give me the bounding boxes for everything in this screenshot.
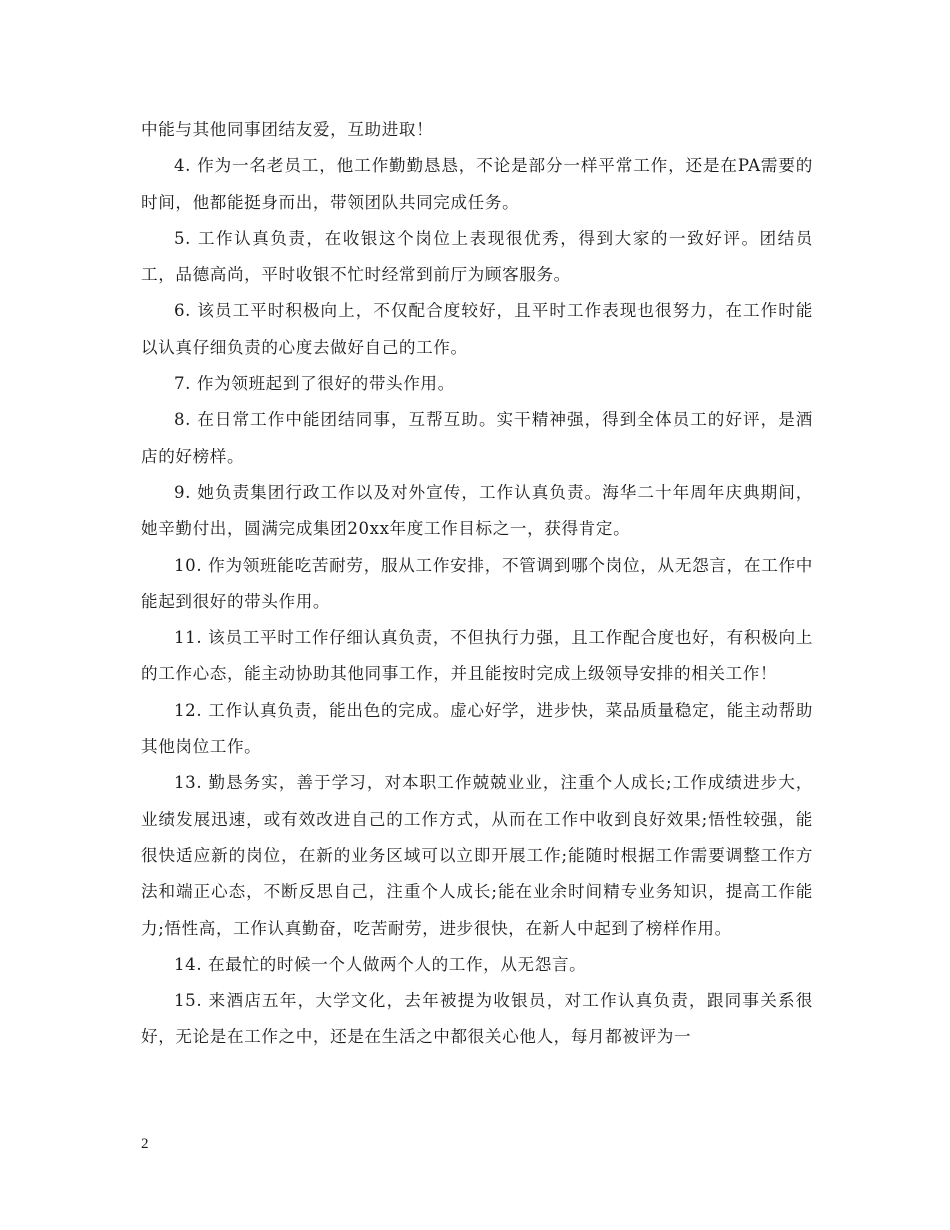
paragraph-item-10: 10. 作为领班能吃苦耐劳，服从工作安排，不管调到哪个岗位，从无怨言，在工作中能起到很好的带头作用。	[141, 555, 813, 611]
paragraph-item-8: 8. 在日常工作中能团结同事，互帮互助。实干精神强，得到全体员工的好评，是酒店的好榜样。	[141, 410, 813, 466]
paragraph-continuation: 中能与其他同事团结友爱，互助进取！	[141, 120, 434, 139]
paragraph-item-4: 4. 作为一名老员工，他工作勤勤恳恳，不论是部分一样平常工作，还是在PA需要的时间，他都能挺身而出，带领团队共同完成任务。	[141, 156, 813, 212]
paragraph-item-12: 12. 工作认真负责，能出色的完成。虚心好学，进步快，菜品质量稳定，能主动帮助其他岗位工作。	[141, 700, 813, 757]
page-number: 2	[141, 1136, 149, 1152]
paragraph-item-6: 6. 该员工平时积极向上，不仅配合度较好，且平时工作表现也很努力，在工作时能以认真仔细负责的心度去做好自己的工作。	[141, 301, 813, 357]
paragraph-item-7: 7. 作为领班起到了很好的带头作用。	[174, 374, 455, 394]
document-body	[141, 112, 813, 1056]
paragraph-item-11: 11. 该员工平时工作仔细认真负责，不但执行力强，且工作配合度也好，有积极向上的工作心态，能主动协助其他同事工作，并且能按时完成上级领导安排的相关工作！	[141, 628, 813, 684]
paragraph-item-15: 15. 来酒店五年，大学文化，去年被提为收银员，对工作认真负责，跟同事关系很好，无论是在工作之中，还是在生活之中都很关心他人，每月都被评为一	[141, 991, 813, 1047]
paragraph-item-13: 13. 勤恳务实，善于学习，对本职工作兢兢业业，注重个人成长;工作成绩进步大，业绩发展迅速，或有效改进自己的工作方式，从而在工作中收到良好效果;悟性较强，能很快适应新的岗位，在新的业务区域可以立即开展工作;能随时根据工作需要调整工作方法和端正心态，不断反思自己，注重个人成长;能在业余时间精专业务知识，提高工作能力;悟性高，工作认真勤奋，吃苦耐劳，进步很快，在新人中起到了榜样作用。	[141, 773, 813, 938]
paragraph-item-9: 9. 她负责集团行政工作以及对外宣传，工作认真负责。海华二十年周年庆典期间，她辛勤付出，圆满完成集团20xx年度工作目标之一，获得肯定。	[141, 482, 813, 539]
paragraph-item-5: 5. 工作认真负责，在收银这个岗位上表现很优秀，得到大家的一致好评。团结员工，品德高尚，平时收银不忙时经常到前厅为顾客服务。	[141, 228, 813, 285]
paragraph-item-14: 14. 在最忙的时候一个人做两个人的工作，从无怨言。	[174, 954, 587, 974]
